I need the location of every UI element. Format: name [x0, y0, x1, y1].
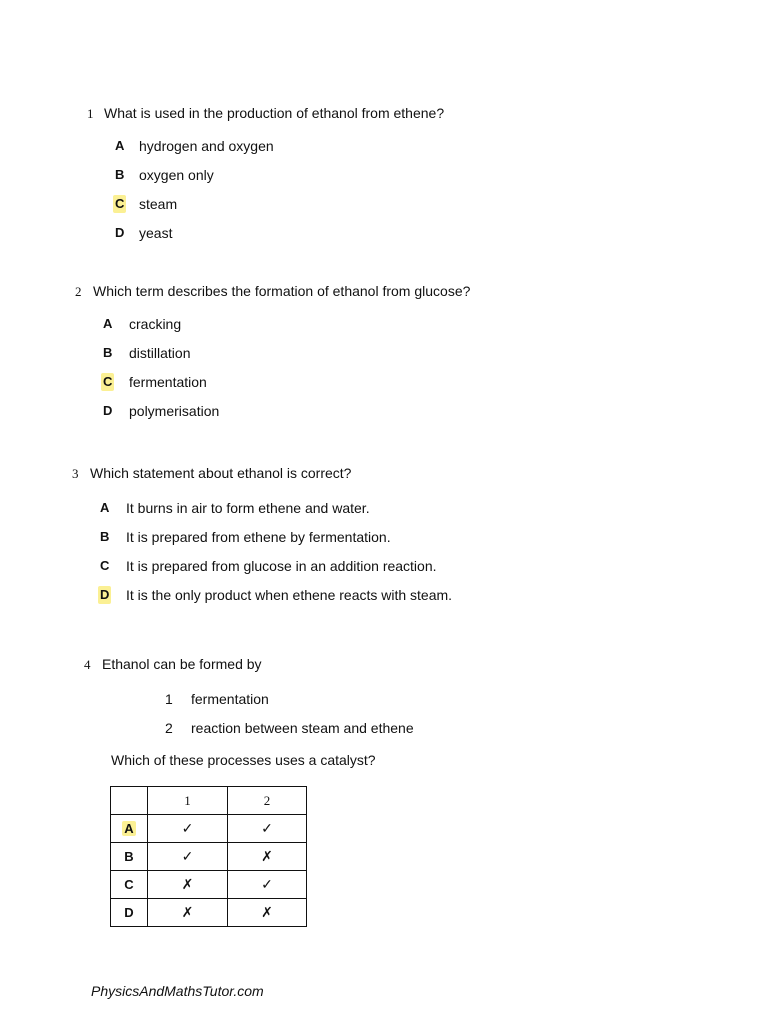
option-letter-highlighted: D	[100, 587, 110, 602]
option-letter: C	[100, 558, 110, 573]
option-text: It is the only product when ethene reacts with steam.	[126, 587, 453, 603]
question-number: 1	[87, 106, 94, 121]
row-letter-cell	[111, 815, 148, 843]
mark-cell: ✓	[148, 843, 228, 871]
mark-cell: ✗	[148, 871, 228, 899]
table-header-cell	[111, 787, 148, 815]
question-text: Ethanol can be formed by	[102, 656, 262, 672]
statement-text: reaction between steam and ethene	[191, 720, 414, 736]
option-letter: B	[115, 167, 125, 182]
mark-cell: ✓	[228, 815, 307, 843]
question-number: 2	[75, 284, 82, 299]
table-row	[111, 899, 307, 927]
answer-table	[110, 786, 307, 927]
question-text: What is used in the production of ethanol from ethene?	[104, 105, 445, 121]
option-letter: A	[115, 138, 125, 153]
table-row	[111, 871, 307, 899]
mark-cell: ✗	[228, 899, 307, 927]
option-letter: D	[103, 403, 113, 418]
option-text: hydrogen and oxygen	[139, 138, 274, 154]
row-letter-cell: D	[111, 899, 148, 927]
option-letter: B	[100, 529, 110, 544]
question-prompt: Which of these processes uses a catalyst?	[111, 752, 376, 768]
table-header-cell: 2	[228, 787, 307, 815]
option-letter: A	[103, 316, 113, 331]
option-text: It burns in air to form ethene and water.	[126, 500, 370, 516]
option-letter-highlighted: C	[115, 196, 125, 211]
option-letter: B	[103, 345, 113, 360]
statement-text: fermentation	[191, 691, 269, 707]
option-letter: A	[100, 500, 110, 515]
question-number: 3	[72, 466, 79, 481]
row-letter-highlighted: A	[124, 821, 134, 836]
option-text: fermentation	[129, 374, 207, 390]
row-letter-cell: B	[111, 843, 148, 871]
question-text: Which term describes the formation of ethanol from glucose?	[93, 283, 471, 299]
table-header-cell: 1	[148, 787, 228, 815]
table-header-row	[111, 787, 307, 815]
statement-number: 1	[165, 691, 173, 707]
option-text: polymerisation	[129, 403, 220, 419]
table-row	[111, 815, 307, 843]
question-text: Which statement about ethanol is correct?	[90, 465, 352, 481]
option-text: cracking	[129, 316, 182, 332]
statement-number: 2	[165, 720, 173, 736]
option-letter-highlighted: C	[103, 374, 113, 389]
option-text: yeast	[139, 225, 173, 241]
footer-site-name: PhysicsAndMathsTutor.com	[91, 983, 264, 999]
mark-cell: ✓	[148, 815, 228, 843]
option-text: oxygen only	[139, 167, 214, 183]
table-row	[111, 843, 307, 871]
mark-cell: ✓	[228, 871, 307, 899]
option-letter: D	[115, 225, 125, 240]
option-text: steam	[139, 196, 178, 212]
option-text: It is prepared from ethene by fermentation.	[126, 529, 391, 545]
question-number: 4	[84, 657, 91, 672]
mark-cell: ✗	[228, 843, 307, 871]
option-text: It is prepared from glucose in an addition reaction.	[126, 558, 437, 574]
row-letter-cell: C	[111, 871, 148, 899]
option-text: distillation	[129, 345, 191, 361]
mark-cell: ✗	[148, 899, 228, 927]
